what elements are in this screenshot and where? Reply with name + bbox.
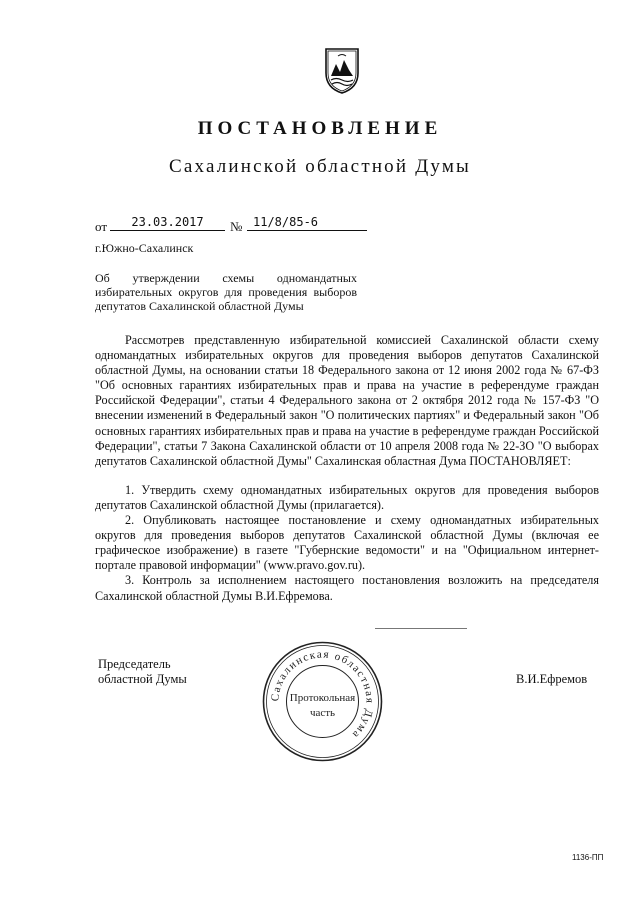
signer-name: В.И.Ефремов [516,672,588,686]
coat-of-arms-icon [324,46,360,94]
resolution-body [95,333,599,604]
stamp-ring-text: Сахалинская областная Дума [269,648,376,742]
resolution-item-2: 2. Опубликовать настоящее постановление и схему одномандатных избирательных округов для проведения выборов депутатов Сахалинской областной Думы (включая ее графическое изображение) в газете "Губернские ведомости" и на "Официальном интернет-портале правовой информации" (www.pravo.gov.ru). [95,513,599,573]
footer-code: 1136-ПП [572,853,604,862]
document-date: 23.03.2017 [110,215,225,231]
official-stamp [260,639,385,764]
preamble-paragraph: Рассмотрев представленную избирательной комиссией Сахалинской области схему одномандатных избирательных округов для проведения выборов депутатов Сахалинской областной Думы, на основании статьи 18 Федерального закона от 12 июня 2002 года № 67-ФЗ "Об основных гарантиях избирательных прав и права на участие в референдуме граждан Российской Федерации", статьи 4 Федерального закона от 2 октября 2012 года № 157-ФЗ "О внесении изменений в Федеральный закон "О политических партиях" и Федеральный закон "Об основных гарантиях избирательных прав и права на участие в референдуме граждан Российской Федерации", статьи 7 Закона Сахалинской области от 10 апреля 2008 года № 22-ЗО "О выборах депутатов Сахалинской областной Думы" Сахалинская областная Дума ПОСТАНОВЛЯЕТ: [95,333,599,468]
number-prefix: № [230,219,243,234]
document-subtitle: Сахалинской областной Думы [168,156,472,177]
stamp-center-line2: часть [309,707,336,719]
stamp-center-line1: Протокольная [289,692,356,704]
city-line: г.Южно-Сахалинск [95,241,194,255]
document-title: ПОСТАНОВЛЕНИЕ [197,118,443,139]
resolution-item-3: 3. Контроль за исполнением настоящего постановления возложить на председателя Сахалинской областной Думы В.И.Ефремова. [95,573,599,603]
date-prefix: от [95,219,108,234]
subject-heading: Об утверждении схемы одномандатных избирательных округов для проведения выборов депутатов Сахалинской областной Думы [95,271,357,313]
signer-position [98,657,187,687]
date-number-line [95,215,395,235]
document-number: 11/8/85-6 [247,215,367,231]
signer-position-line1: Председатель [98,657,171,671]
fold-line [375,628,467,629]
signer-position-line2: областной Думы [98,672,187,686]
resolution-item-1: 1. Утвердить схему одномандатных избирательных округов для проведения выборов депутатов Сахалинской областной Думы (прилагается). [95,482,599,512]
